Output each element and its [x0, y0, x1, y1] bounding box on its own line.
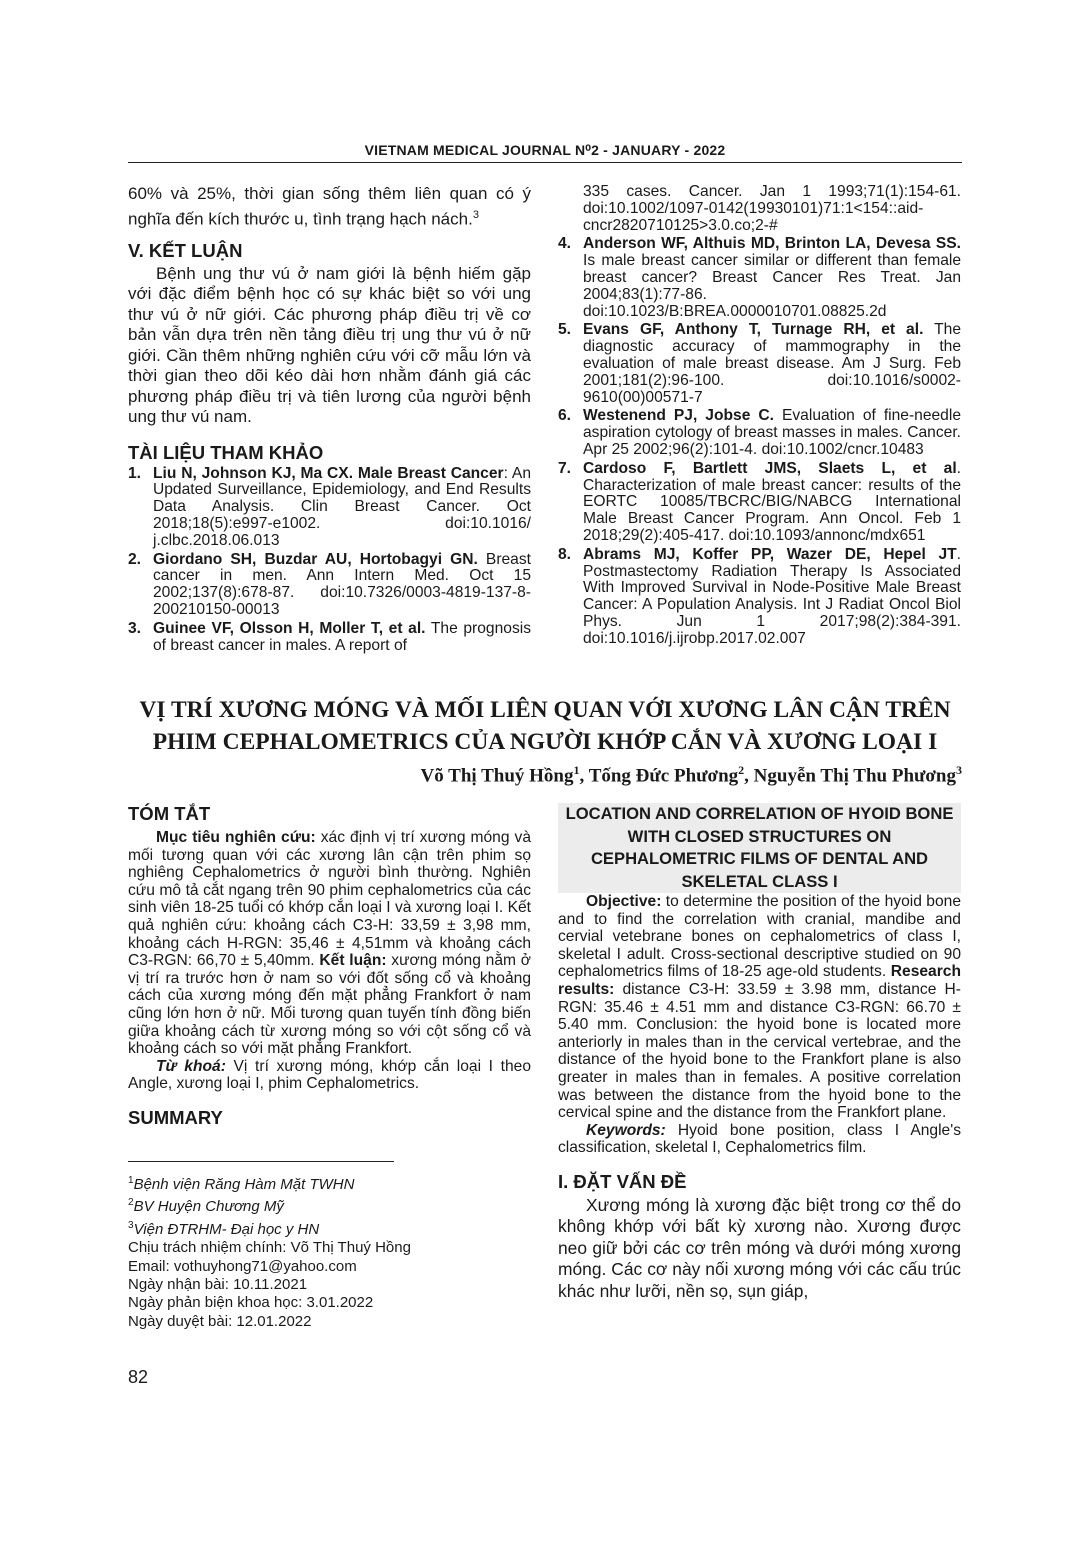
abstract-en-title: LOCATION AND CORRELATION OF HYOID BONE WITH CLOSED STRUCTURES ON CEPHALOMETRIC FILMS OF DENTAL AND SKELETAL CLASS I	[558, 803, 961, 893]
header-divider	[128, 162, 962, 163]
date-reviewed: Ngày phản biện khoa học: 3.01.2022	[128, 1294, 374, 1312]
date-received: Ngày nhận bài: 10.11.2021	[128, 1276, 308, 1294]
journal-header: VIETNAM MEDICAL JOURNAL N⁰2 - JANUARY - 2022	[364, 142, 726, 158]
abstract-en-column	[558, 803, 961, 1302]
article-authors: Võ Thị Thuý Hồng$^1$, Tống Đức Phương$^2$, Nguyễn Thị Thu Phương$^3$	[420, 763, 962, 787]
responsible-author: Chịu trách nhiệm chính: Võ Thị Thuý Hồng	[128, 1239, 411, 1257]
page-number: 82	[128, 1367, 149, 1387]
previous-article-text: 60% và 25%, thời gian sống thêm liên quan có ý nghĩa đến kích thước u, tình trạng hạch nách.$^3$	[128, 184, 531, 229]
abstract-vi-body: Mục tiêu nghiên cứu: xác định vị trí xương móng và mối tương quan với các xương lân cận trên phim sọ nghiêng Cephalometrics ở người bình thường. Nghiên cứu mô tả cắt ngang trên 90 phim cephalometrics của các sinh viên 18-25 tuổi có khớp cắn loại I và xương loại I. Kết quả nghiên cứu: khoảng cách C3-H: 33,59 ± 3,98 mm, khoảng cách H-RGN: 35,46 ± 4,51mm và khoảng cách C3-RGN: 66,70 ± 5,40mm. Kết luận: xương móng nằm ở vị trí ra trước hơn ở nam so với đốt sống cổ và khoảng cách của xương móng đến mặt phẳng Frankfort ở nam cũng lớn hơn ở nữ. Mối tương quan tuyến tính đồng biến giữa khoảng cách từ xương móng so với cột sống cổ và khoảng cách so với mặt phẳng Frankfort.	[128, 829, 531, 1058]
abstract-vi-keywords: Từ khoá: Vị trí xương móng, khớp cắn loại I theo Angle, xương loại I, phim Cephalometrics.	[128, 1057, 532, 1093]
top-right-column	[558, 184, 961, 650]
reference-3-start: 3. Guinee VF, Olsson H, Moller T, et al. The prognosis of breast cancer in males. A report of	[128, 619, 531, 654]
reference-4: 4. Anderson WF, Althuis MD, Brinton LA, Devesa SS. Is male breast cancer similar or different than female breast cancer? Breast Cancer Res Treat. Jan 2004;83(1):77-86. doi:10.1023/B:BREA.0000010701.08825.2d	[558, 235, 961, 320]
contact-email: Email: vothuyhong71@yahoo.com	[128, 1257, 357, 1275]
author-1: Võ Thị Thuý Hồng	[420, 765, 574, 787]
affiliation-3: $^3$Viện ĐTRHM- Đại học y HN	[128, 1219, 320, 1238]
reference-3-continued: 335 cases. Cancer. Jan 1 1993;71(1):154-61. doi:10.1002/1097-0142(19930101)71:1<154::aid-cncr2820710125>3.0.co;2-#	[583, 183, 961, 234]
author-2: Tống Đức Phương	[588, 765, 739, 787]
conclusion-text: Bệnh ung thư vú ở nam giới là bệnh hiếm gặp với đặc điểm bệnh học có sự khác biệt so với ung thư vú ở nữ giới. Các phương pháp điều trị về cơ bản vẫn dựa trên nền tảng điều trị ung thư vú ở nữ giới. Cần thêm những nghiên cứu với cỡ mẫu lớn và thời gian theo dõi kéo dài hơn nhằm đánh giá các phương pháp điều trị và tiên lương của người bệnh ung thư vú nam.	[128, 263, 531, 427]
references-list-left	[128, 466, 531, 655]
reference-2: 2. Giordano SH, Buzdar AU, Hortobagyi GN. Breast cancer in men. Ann Intern Med. Oct 15 2002;137(8):678-87. doi:10.7326/0003-4819-137-8-200210150-00013	[128, 550, 531, 619]
abstract-vi-heading: TÓM TẮT	[128, 803, 211, 824]
reference-8: 8. Abrams MJ, Koffer PP, Wazer DE, Hepel JT. Postmastectomy Radiation Therapy Is Associated With Improved Survival in Node-Positive Male Breast Cancer: A Population Analysis. Int J Radiat Oncol Biol Phys. Jun 1 2017;98(2):384-391. doi:10.1016/j.ijrobp.2017.02.007	[558, 545, 961, 647]
abstract-en-body: Objective: to determine the position of the hyoid bone and to find the correlation with cranial, mandibe and cervial vetebrane bones on cephalometrics of class I, skeletal I adult. Cross-sectional descriptive studied on 90 cephalometrics films of 18-25 age-old students. Research results: distance C3-H: 33.59 ± 3.98 mm, distance H-RGN: 35.46 ± 4.51 mm and distance C3-RGN: 66.70 ± 5.40 mm. Conclusion: the hyoid bone is located more anteriorly in males than in the cervical vertebrae, and the distance of the hyoid bone to the Frankfort plane is also greater in males than in females. A positive correlation was between the distance from the hyoid bone to the cervical spine and the distance from the Frankfort plane.	[558, 893, 961, 1122]
abstract-vi-column	[128, 803, 531, 1129]
footnote-divider	[128, 1161, 394, 1162]
reference-1: 1. Liu N, Johnson KJ, Ma CX. Male Breast Cancer: An Updated Surveillance, Epidemiology, and End Results Data Analysis. Clin Breast Cancer. Oct 2018;18(5):e997-e1002. doi:10.1016/ j.clbc.2018.06.013	[128, 464, 531, 549]
references-heading: TÀI LIỆU THAM KHẢO	[128, 441, 324, 463]
date-accepted: Ngày duyệt bài: 12.01.2022	[128, 1312, 312, 1330]
author-3: Nguyễn Thị Thu Phương	[753, 765, 956, 787]
intro-text: Xương móng là xương đặc biệt trong cơ thể do không khớp với bất kỳ xương nào. Xương được neo giữ bởi các cơ trên móng và dưới móng xương móng. Các cơ này nối xương móng với các cấu trúc khác như lưỡi, nền sọ, sụn giáp,	[558, 1194, 961, 1301]
reference-6: 6. Westenend PJ, Jobse C. Evaluation of fine-needle aspiration cytology of breast masses in males. Cancer. Apr 25 2002;96(2):101-4. doi:10.1002/cncr.10483	[558, 407, 961, 458]
affiliation-2: $^2$BV Huyện Chương Mỹ	[128, 1197, 284, 1216]
affiliation-1: $^1$Bệnh viện Răng Hàm Mặt TWHN	[128, 1175, 355, 1193]
article-title: VỊ TRÍ XƯƠNG MÓNG VÀ MỐI LIÊN QUAN VỚI XƯƠNG LÂN CẬN TRÊN PHIM CEPHALOMETRICS CỦA NGƯỜI KHỚP CẮN VÀ XƯƠNG LOẠI I	[139, 697, 951, 755]
top-left-column	[128, 184, 531, 656]
conclusion-heading: V. KẾT LUẬN	[128, 239, 243, 261]
abstract-en-keywords: Keywords: Hyoid bone position, class I Angle's classification, skeletal I, Cephalometrics film.	[558, 1121, 961, 1157]
reference-7: 7. Cardoso F, Bartlett JMS, Slaets L, et al. Characterization of male breast cancer: results of the EORTC 10085/TBCRC/BIG/NABCG International Male Breast Cancer Program. Ann Oncol. Feb 1 2018;29(2):405-417. doi:10.1093/annonc/mdx651	[558, 459, 961, 544]
footnotes	[128, 1172, 531, 1331]
summary-heading: SUMMARY	[128, 1106, 223, 1128]
reference-5: 5. Evans GF, Anthony T, Turnage RH, et al. The diagnostic accuracy of mammography in the evaluation of male breast disease. Am J Surg. Feb 2001;181(2):96-100. doi:10.1016/s0002-9610(00)00571-7	[558, 321, 961, 406]
intro-heading: I. ĐẶT VẤN ĐỀ	[558, 1170, 687, 1192]
